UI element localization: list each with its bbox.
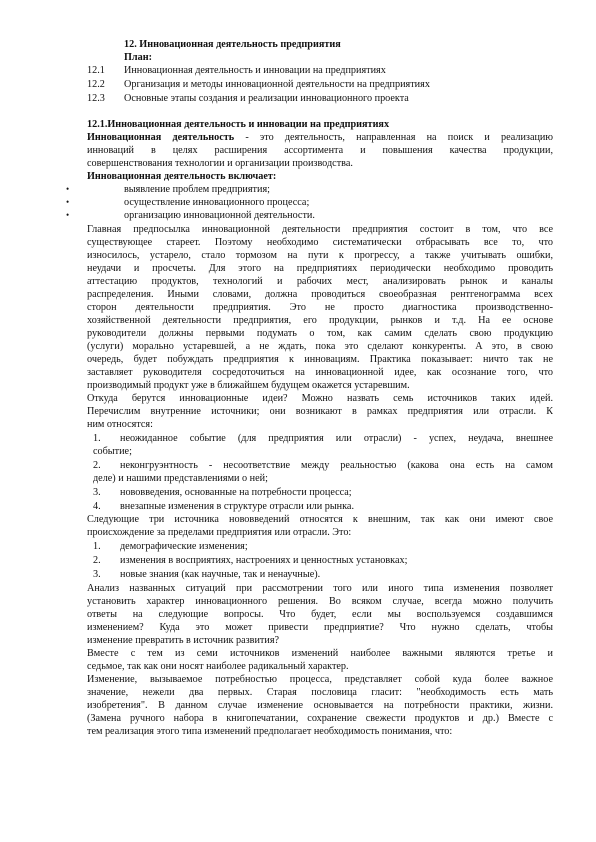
bullet-icon: • [66, 184, 70, 194]
list-item: новые знания (как научные, так и ненаучные). [120, 569, 321, 580]
paragraph-line: очередь, будет побуждать предприятия к инновациям. Практика показывает: ничто так не [87, 354, 553, 365]
list-number: 1. [93, 433, 101, 444]
definition-line: совершенствования технологии и организации производства. [87, 158, 353, 169]
page-title: 12. Инновационная деятельность предприятия [124, 39, 341, 50]
section-heading: 12.1.Инновационная деятельность и инновации на предприятиях [87, 119, 390, 130]
paragraph-line: значение, нежели два первых. Старая пословица гласит: "необходимость есть мать [87, 687, 553, 698]
paragraph-line: установить характер инновационного решения. Во всяком случае, всегда можно получить [87, 596, 553, 607]
list-item: осуществление инновационного процесса; [124, 197, 310, 208]
paragraph-line: распределения. Иными словами, должна проводиться своеобразная рентгенограмма всех [87, 289, 553, 300]
paragraph-line: хозяйственной деятельности предприятия, его продукции, рынков и т.д. На ее основе [87, 315, 553, 326]
paragraph-line: сторон деятельности предприятия. Это не просто диагностика производственно- [87, 302, 553, 313]
list-item: нововведения, основанные на потребности процесса; [120, 487, 352, 498]
plan-item-text: Организация и методы инновационной деятельности на предприятиях [124, 79, 430, 90]
paragraph-line: (услуги) морально устаревшей, а не ждать, пока это сделают конкуренты. А это, в свою [87, 341, 553, 352]
list-item: выявление проблем предприятия; [124, 184, 270, 195]
paragraph-line: происхождение за пределами предприятия или отрасли. Это: [87, 527, 352, 538]
definition-term: Инновационная деятельность [87, 132, 235, 143]
paragraph-line: Главная предпосылка инновационной деятельности предприятия состоит в том, что все [87, 224, 553, 235]
paragraph-line: Откуда берутся инновационные идеи? Можно назвать семь источников таких идей. [87, 393, 553, 404]
paragraph-line: изменением? Куда это может привести предприятие? Что нужно сделать, чтобы [87, 622, 553, 633]
list-item: изменения в восприятиях, настроениях и ценностных установках; [120, 555, 408, 566]
paragraph-line: Перечислим внутренние источники; они возникают в рамках предприятия или отрасли. К [87, 406, 553, 417]
list-number: 2. [93, 460, 101, 471]
paragraph-line: (Замена ручного набора в книгопечатании, сохранение свежести продуктов и др.) Вместе с [87, 713, 553, 724]
paragraph-line: тем реализация этого типа изменений предполагает необходимость понимания, что: [87, 726, 453, 737]
paragraph-line: износилось, устарело, стало тормозом на пути к прогрессу, а также учитывать ошибки, [87, 250, 553, 261]
plan-item-text: Инновационная деятельность и инновации на предприятиях [124, 65, 386, 76]
paragraph-line: седьмое, так как они носят наиболее радикальный характер. [87, 661, 349, 672]
paragraph-line: заставляет руководителя сосредоточиться на инновационной идее, как осознание того, что [87, 367, 553, 378]
list-item: неконгруэнтность - несоответствие между реальностью (какова она есть на самом [120, 460, 553, 471]
list-item-continuation: событие; [93, 446, 132, 457]
definition-line [87, 131, 553, 144]
paragraph-line: ответы на следующие вопросы. Что будет, если мы воспользуемся создавшимся [87, 609, 553, 620]
paragraph-line: Следующие три источника нововведений относятся к внешним, так как они имеют свое [87, 514, 553, 525]
paragraph-line: руководители должны первыми подумать о том, как самим сделать свою продукцию [87, 328, 553, 339]
includes-heading: Инновационная деятельность включает: [87, 171, 277, 182]
paragraph-line: ним относятся: [87, 419, 153, 430]
paragraph-line: неудачи и просчеты. Для этого на предприятиях периодически необходимо проводить [87, 263, 553, 274]
paragraph-line: Вместе с тем из семи источников изменений наиболее важными являются третье и [87, 648, 553, 659]
bullet-icon: • [66, 197, 70, 207]
paragraph-line: Изменение, вызываемое потребностью процесса, представляет собой куда более важное [87, 674, 553, 685]
plan-label: План: [124, 52, 152, 63]
list-item: демографические изменения; [120, 541, 248, 552]
list-item: организацию инновационной деятельности. [124, 210, 315, 221]
paragraph-line: аттестацию продуктов, технологий и рабочих мест, анализировать рынок и каналы [87, 276, 553, 287]
paragraph-line: изобретения". В данном случае изменение основывается на потребности практики, жизни. [87, 700, 553, 711]
definition-line: инноваций в целях расширения ассортимента и повышения качества продукции, [87, 145, 553, 156]
paragraph-line: существующее стареет. Поэтому необходимо систематически отбрасывать все то, что [87, 237, 553, 248]
paragraph-line: изменение превратить в источник развития? [87, 635, 280, 646]
list-number: 2. [93, 555, 101, 566]
list-number: 1. [93, 541, 101, 552]
list-number: 3. [93, 569, 101, 580]
plan-item-text: Основные этапы создания и реализации инновационного проекта [124, 93, 409, 104]
plan-item-number: 12.2 [87, 79, 105, 90]
bullet-icon: • [66, 210, 70, 220]
plan-item-number: 12.3 [87, 93, 105, 104]
list-item: внезапные изменения в структуре отрасли или рынка. [120, 501, 354, 512]
paragraph-line: производимый продукт уже в ближайшем будущем окажется устаревшим. [87, 380, 410, 391]
list-number: 3. [93, 487, 101, 498]
plan-item-number: 12.1 [87, 65, 105, 76]
definition-text: - это деятельность, направленная на поиск и реализацию [234, 132, 553, 143]
list-item: неожиданное событие (для предприятия или отрасли) - успех, неудача, внешнее [120, 433, 553, 444]
list-number: 4. [93, 501, 101, 512]
paragraph-line: Анализ названных ситуаций при рассмотрении того или иного типа изменения позволяет [87, 583, 553, 594]
list-item-continuation: деле) и нашими представлениями о ней; [93, 473, 268, 484]
